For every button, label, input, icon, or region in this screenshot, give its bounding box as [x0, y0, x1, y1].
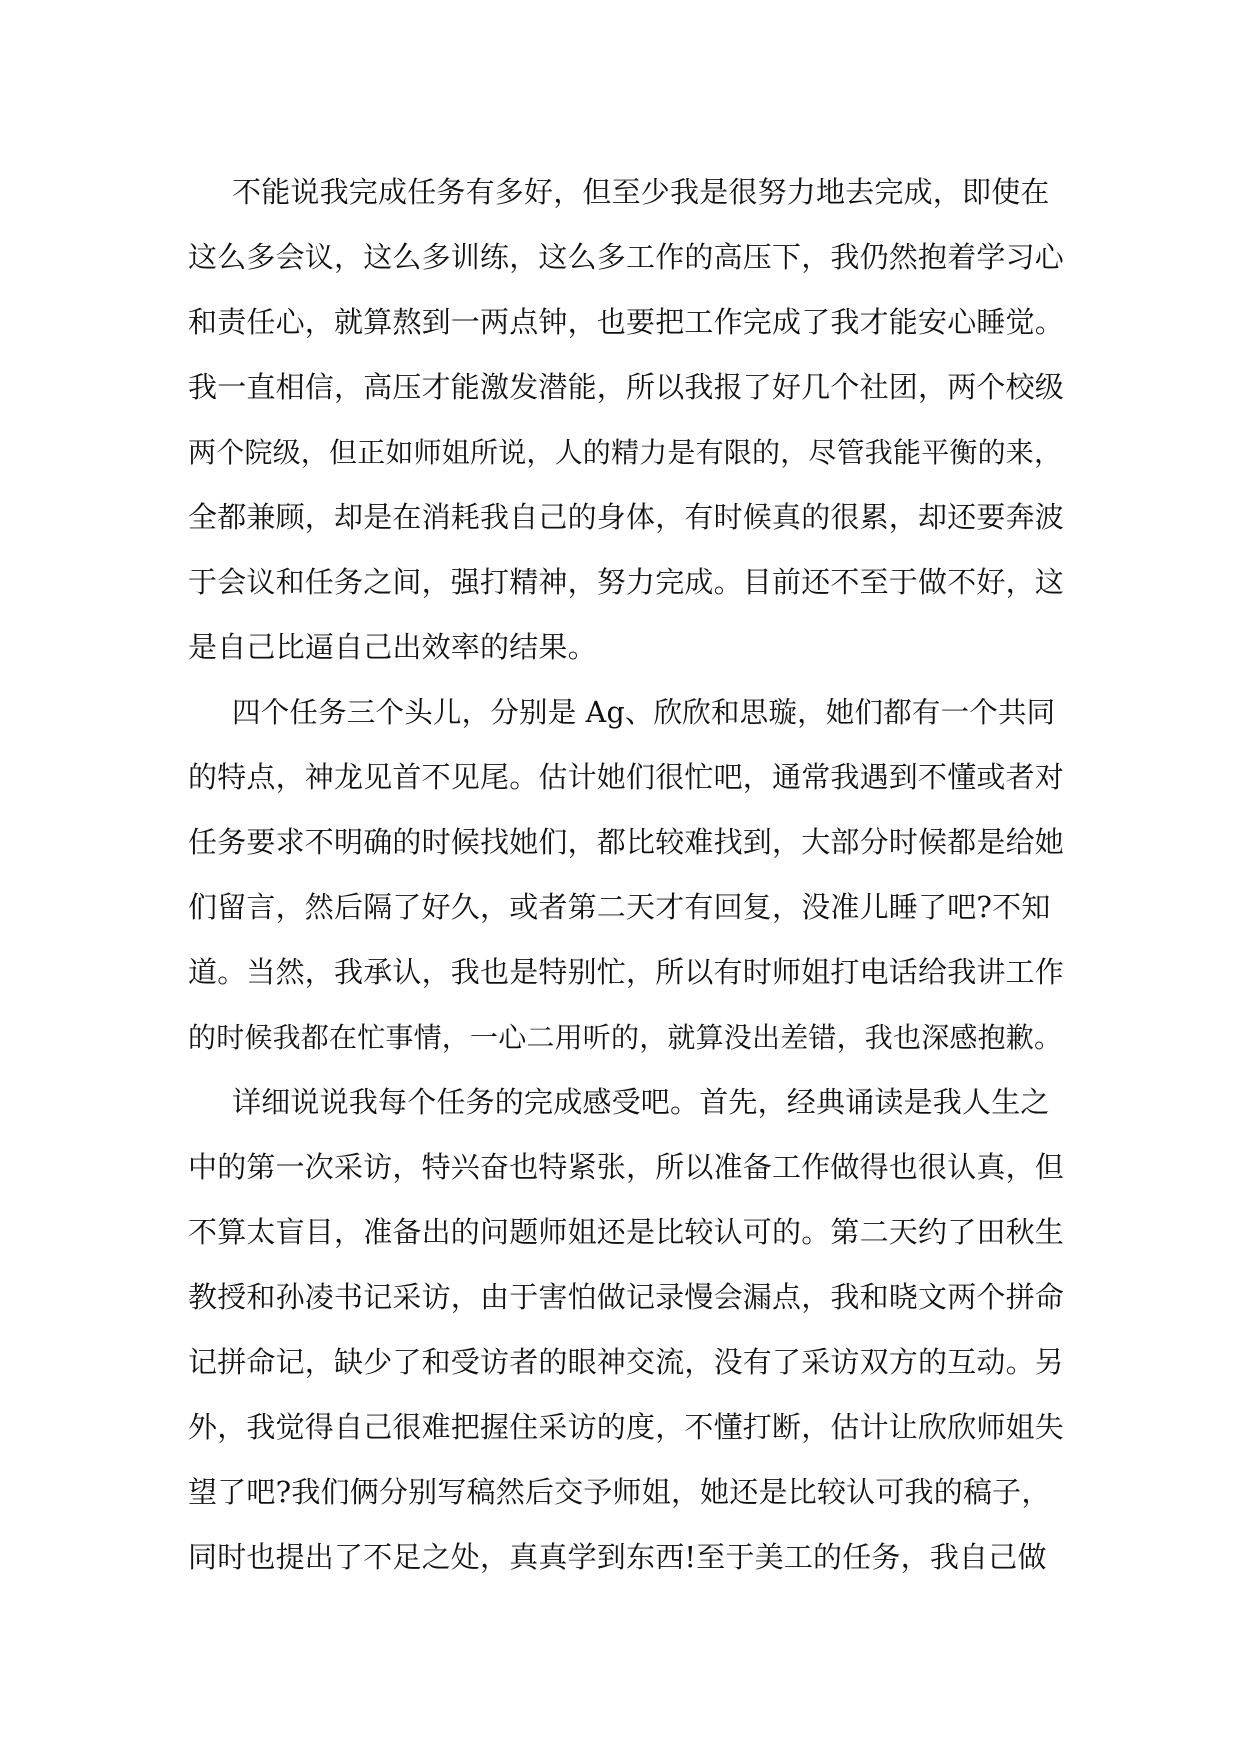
text-line: 的特点，神龙见首不见尾。估计她们很忙吧，通常我遇到不懂或者对	[188, 760, 1065, 794]
paragraph-1	[188, 160, 1068, 680]
text-line: 这么多会议，这么多训练，这么多工作的高压下，我仍然抱着学习心	[188, 240, 1065, 274]
text-line: 详细说说我每个任务的完成感受吧。首先，经典诵读是我人生之	[232, 1085, 1050, 1119]
text-line: 的时候我都在忙事情，一心二用听的，就算没出差错，我也深感抱歉。	[188, 1021, 1063, 1054]
text-line: 不算太盲目，准备出的问题师姐还是比较认可的。第二天约了田秋生	[188, 1215, 1065, 1249]
text-line: 我一直相信，高压才能激发潜能，所以我报了好几个社团，两个校级	[188, 370, 1065, 404]
text-line: 是自己比逼自己出效率的结果。	[188, 630, 597, 664]
text-line: 外，我觉得自己很难把握住采访的度，不懂打断，估计让欣欣师姐失	[188, 1410, 1065, 1444]
text-line: 望了吧?我们俩分别写稿然后交予师姐，她还是比较认可我的稿子，	[188, 1475, 1051, 1509]
document-body	[188, 160, 1068, 1590]
text-line: 全都兼顾，却是在消耗我自己的身体，有时候真的很累，却还要奔波	[188, 500, 1065, 534]
text-line: 教授和孙凌书记采访，由于害怕做记录慢会漏点，我和晓文两个拼命	[188, 1280, 1065, 1314]
text-line: 两个院级，但正如师姐所说，人的精力是有限的，尽管我能平衡的来，	[188, 436, 1063, 469]
text-line: 于会议和任务之间，强打精神，努力完成。目前还不至于做不好，这	[188, 565, 1065, 599]
text-line: 记拼命记，缺少了和受访者的眼神交流，没有了采访双方的互动。另	[188, 1345, 1065, 1379]
text-line: 任务要求不明确的时候找她们，都比较难找到，大部分时候都是给她	[188, 825, 1065, 859]
text-line: 不能说我完成任务有多好，但至少我是很努力地去完成，即使在	[232, 175, 1050, 209]
text-line: 中的第一次采访，特兴奋也特紧张，所以准备工作做得也很认真，但	[188, 1150, 1065, 1184]
text-line: 们留言，然后隔了好久，或者第二天才有回复，没准儿睡了吧?不知	[188, 890, 1051, 924]
paragraph-2	[188, 680, 1068, 1070]
text-line: 同时也提出了不足之处，真真学到东西!至于美工的任务，我自己做	[188, 1540, 1047, 1574]
text-line: 四个任务三个头儿，分别是 Ag、欣欣和思璇，她们都有一个共同	[232, 696, 1056, 729]
text-line: 道。当然，我承认，我也是特别忙，所以有时师姐打电话给我讲工作	[188, 955, 1065, 989]
text-line: 和责任心，就算熬到一两点钟，也要把工作完成了我才能安心睡觉。	[188, 305, 1065, 339]
paragraph-3	[188, 1070, 1068, 1590]
